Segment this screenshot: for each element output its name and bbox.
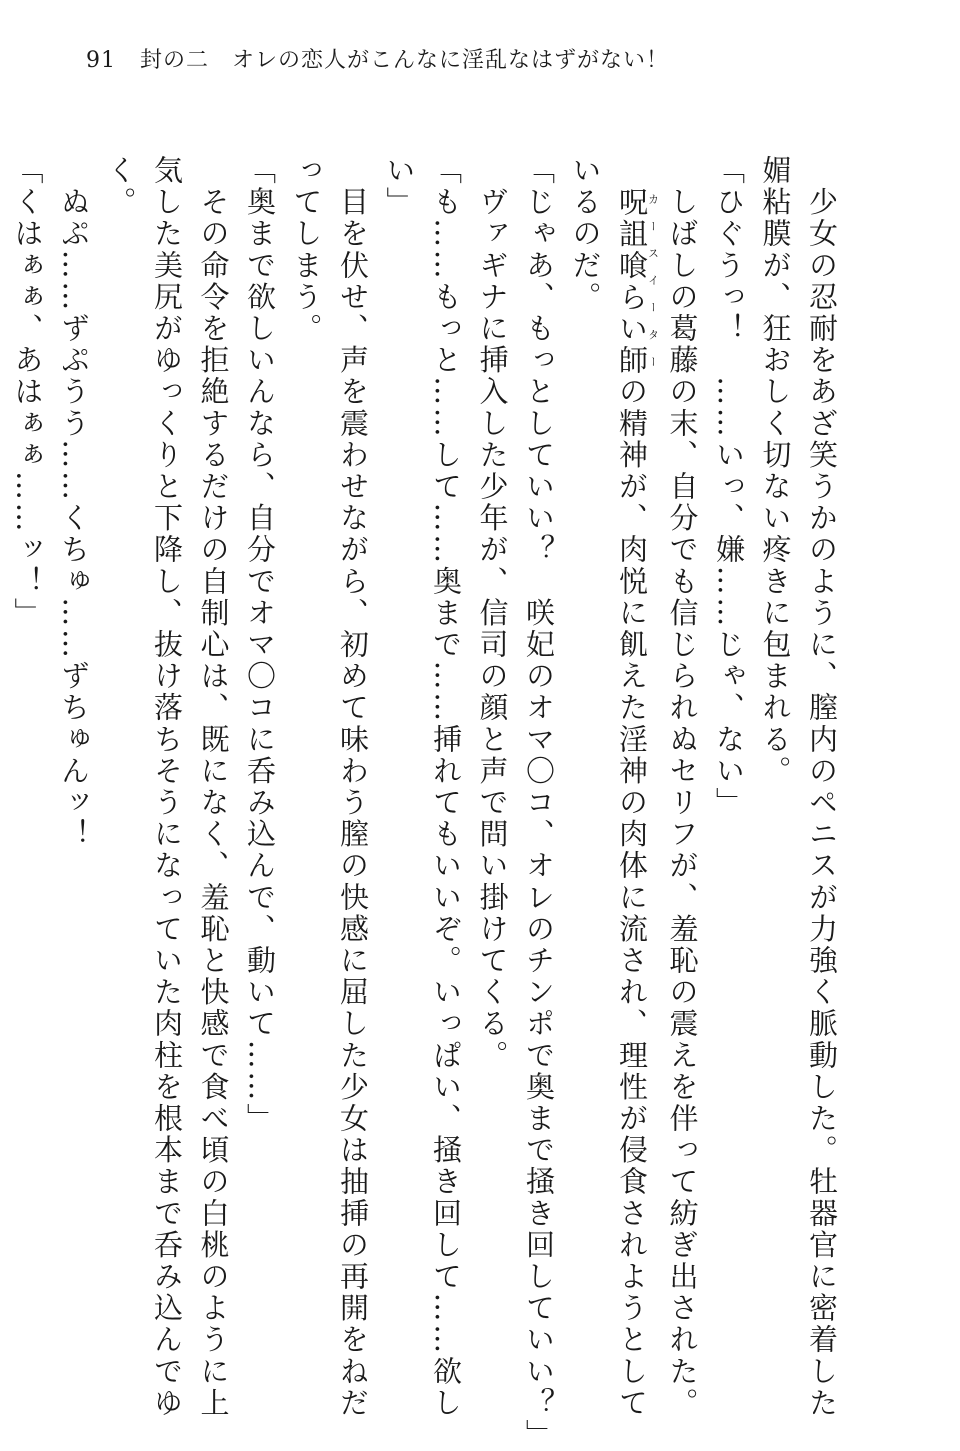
text-line: その命令を拒絶するだけの自制心は、既になく、羞恥と快感で食べ頃の白桃のように上 xyxy=(196,155,231,1419)
text-line: 媚粘膜が、狂おしく切ない疼きに包まれる。 xyxy=(758,155,793,787)
text-line: く。 xyxy=(103,155,138,219)
text-line: 目を伏せ、声を震わせながら、初めて味わう膣の快感に屈した少女は抽挿の再開をねだ xyxy=(336,155,370,1419)
ruby-annotated-word: 呪詛喰らい師カースイーター xyxy=(615,186,660,377)
text-line: 呪詛喰らい師カースイーターの精神が、肉悦に飢えた淫神の肉体に流され、理性が侵食されようとして xyxy=(615,186,660,1420)
text-line: 「くはぁぁ、あはぁぁ……ッ！」 xyxy=(10,155,45,629)
text-line: 「も……もっと……して……奥まで……挿れてもいいぞ。いっぱい、掻き回して……欲し xyxy=(429,155,463,1419)
chapter-title: 封の二 オレの恋人がこんなに淫乱なはずがない！ xyxy=(140,48,670,73)
text-line: 少女の忍耐をあざ笑うかのように、膣内のペニスが力強く脈動した。牡器官に密着した xyxy=(805,155,839,1419)
text-line: 「奥まで欲しいんなら、自分でオマ〇コに呑み込んで、動いて……」 xyxy=(243,155,277,1135)
text-line: 「ひぐうっ！ ……いっ、嫌……じゃ、ない」 xyxy=(712,155,746,819)
text-line: ヴァギナに挿入した少年が、信司の顔と声で問い掛けてくる。 xyxy=(475,155,510,1072)
ruby-reading: カースイーター xyxy=(646,186,660,377)
text-line: ってしまう。 xyxy=(289,155,324,345)
text-line: ぬぷ……ずぷうう……くちゅ……ずちゅんッ！ xyxy=(57,155,91,851)
page-number: 91 xyxy=(86,48,116,73)
text-line: い」 xyxy=(382,155,417,219)
text-line: いるのだ。 xyxy=(568,155,603,313)
text-line: 気した美尻がゆっくりと下降し、抜け落ちそうになっていた肉柱を根本まで呑み込んでゆ xyxy=(150,155,184,1419)
text-line: 「じゃあ、もっとしていい？ 咲妃のオマ〇コ、オレのチンポで奥まで掻き回していい？」 xyxy=(522,155,556,1451)
running-header xyxy=(86,46,669,76)
text-line: しばしの葛藤の末、自分でも信じられぬセリフが、羞恥の震えを伴って紡ぎ出された。 xyxy=(665,155,700,1419)
body-text xyxy=(10,155,845,1451)
